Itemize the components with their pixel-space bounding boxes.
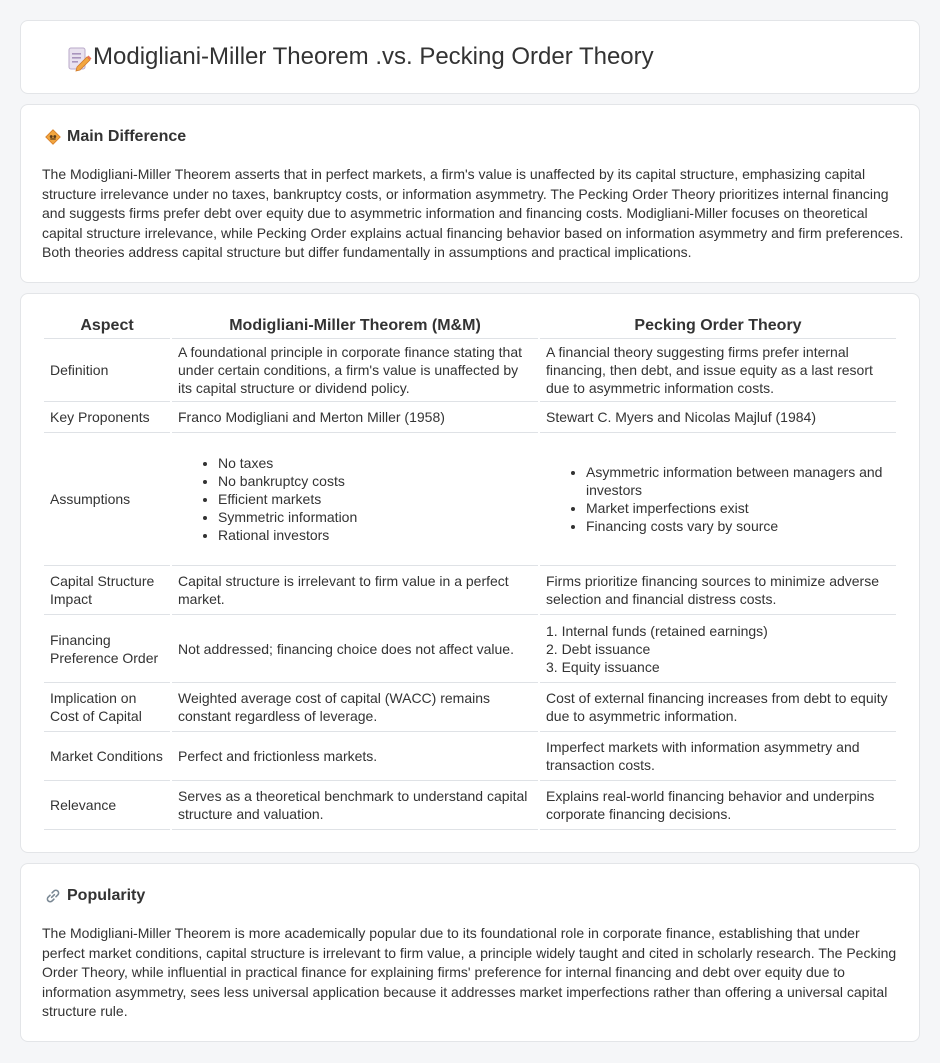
preference-item: 1. Internal funds (retained earnings): [546, 622, 768, 639]
popularity-card: [20, 863, 920, 1042]
aspect-cell: Market Conditions: [44, 732, 170, 781]
main-difference-heading: [43, 127, 186, 147]
list-item: • Market imperfections exist: [586, 499, 890, 517]
po-cell: Explains real-world financing behavior and underpins corporate financing decisions.: [540, 781, 896, 830]
aspect-cell: Definition: [44, 339, 170, 402]
list-item: • Symmetric information: [218, 508, 532, 526]
table-row: [44, 615, 896, 683]
page-title: Modigliani-Miller Theorem .vs. Pecking Order Theory: [93, 43, 654, 70]
main-difference-title: Main Difference: [67, 128, 187, 145]
po-cell: [540, 433, 896, 566]
link-icon: [43, 886, 63, 906]
po-cell: A financial theory suggesting firms prefer internal financing, then debt, and issue equity as a last resort due to asymmetric information costs.: [540, 339, 896, 402]
table-row: [44, 402, 896, 433]
list-item: • Efficient markets: [218, 490, 532, 508]
header-po: Pecking Order Theory: [540, 313, 896, 339]
table-row: [44, 683, 896, 732]
aspect-cell: Capital Structure Impact: [44, 566, 170, 615]
mm-cell: A foundational principle in corporate finance stating that under certain conditions, a firm's value is unaffected by its capital structure or dividend policy.: [172, 339, 538, 402]
list-item: • No bankruptcy costs: [218, 472, 532, 490]
comparison-table: [42, 313, 898, 830]
list-item: • Financing costs vary by source: [586, 517, 890, 535]
mm-cell: Serves as a theoretical benchmark to understand capital structure and valuation.: [172, 781, 538, 830]
po-cell: Stewart C. Myers and Nicolas Majluf (1984): [540, 402, 896, 433]
po-assumptions-list: [546, 463, 890, 535]
popularity-text: The Modigliani-Miller Theorem is more academically popular due to its foundational role in corporate finance, establishing that under perfect market conditions, capital structure is irrelevant to firm value, a principle widely taught and cited in scholarly research. The Pecking Order Theory, while influential in practical finance for explaining firms' preference for internal financing and debt over equity due to information asymmetry, sees less universal application because it addresses market imperfections rather than offering a universal capital structure rule.: [42, 925, 897, 1020]
mm-assumptions-list: [178, 454, 532, 544]
table-row: [44, 339, 896, 402]
table-row: [44, 781, 896, 830]
aspect-cell: Relevance: [44, 781, 170, 830]
po-cell: Imperfect markets with information asymmetry and transaction costs.: [540, 732, 896, 781]
preference-item: 3. Equity issuance: [546, 658, 660, 675]
table-header-row: [44, 313, 896, 339]
main-difference-text: The Modigliani-Miller Theorem asserts that in perfect markets, a firm's value is unaffected by its capital structure, emphasizing capital structure irrelevance under no taxes, bankruptcy costs, or information asymmetry. The Pecking Order Theory prioritizes internal financing and suggests firms prefer debt over equity due to asymmetric information and financing costs. Modigliani-Miller focuses on theoretical capital structure irrelevance, while Pecking Order explains actual financing behavior based on information asymmetry and firm preferences. Both theories address capital structure but differ fundamentally in assumptions and practical implications.: [42, 166, 904, 261]
aspect-cell: Key Proponents: [44, 402, 170, 433]
header-card: [20, 20, 920, 94]
list-item: • No taxes: [218, 454, 532, 472]
table-row: [44, 433, 896, 566]
popularity-heading: [43, 886, 145, 906]
mm-cell: Weighted average cost of capital (WACC) remains constant regardless of leverage.: [172, 683, 538, 732]
header-aspect: Aspect: [44, 313, 170, 339]
document-edit-icon: [65, 45, 95, 75]
mm-cell: Perfect and frictionless markets.: [172, 732, 538, 781]
table-row: [44, 732, 896, 781]
list-item: • Asymmetric information between managers and investors: [586, 463, 890, 499]
popularity-title: Popularity: [67, 887, 146, 904]
po-cell: [540, 615, 896, 683]
main-difference-card: [20, 104, 920, 283]
header-mm: Modigliani-Miller Theorem (M&M): [172, 313, 538, 339]
preference-item: 2. Debt issuance: [546, 640, 651, 657]
mm-cell: Franco Modigliani and Merton Miller (1958): [172, 402, 538, 433]
diamond-sign-icon: [43, 127, 63, 147]
po-cell: Cost of external financing increases from debt to equity due to asymmetric information.: [540, 683, 896, 732]
mm-cell: Capital structure is irrelevant to firm value in a perfect market.: [172, 566, 538, 615]
mm-cell: [172, 433, 538, 566]
aspect-cell: Financing Preference Order: [44, 615, 170, 683]
table-row: [44, 566, 896, 615]
mm-cell: Not addressed; financing choice does not affect value.: [172, 615, 538, 683]
aspect-cell: Assumptions: [44, 433, 170, 566]
comparison-table-card: [20, 293, 920, 853]
list-item: • Rational investors: [218, 526, 532, 544]
po-cell: Firms prioritize financing sources to minimize adverse selection and financial distress costs.: [540, 566, 896, 615]
aspect-cell: Implication on Cost of Capital: [44, 683, 170, 732]
